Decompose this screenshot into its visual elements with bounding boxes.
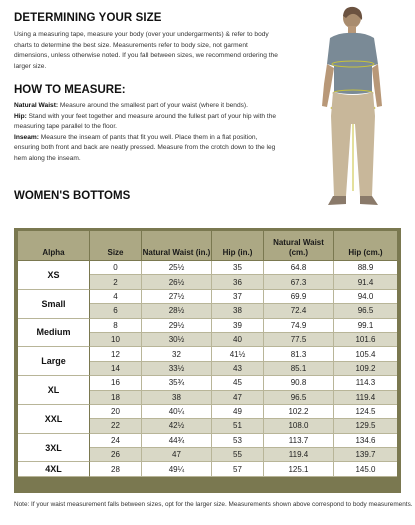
table-body: [18, 261, 397, 477]
size-cell: 18: [90, 391, 142, 405]
size-cell: 2: [90, 275, 142, 289]
waist-in-cell: 30½: [142, 333, 212, 347]
waist-in-cell: 49¼: [142, 462, 212, 476]
table-heading: WOMEN'S BOTTOMS: [14, 190, 131, 202]
hip-in-cell: 39: [212, 319, 264, 333]
waist-in-cell: 32: [142, 347, 212, 361]
measure-inseam-text: Measure the inseam of pants that fit you well. Place them in a flat position, ensuring both front and back are neatly pressed. Measure from the crotch down to the leg hem along the inseam.: [14, 133, 276, 162]
hip-in-cell: 40: [212, 333, 264, 347]
measure-instructions: [14, 101, 284, 165]
hip-in-cell: 38: [212, 304, 264, 318]
measure-hip: [14, 112, 284, 133]
hip-in-cell: 47: [212, 391, 264, 405]
col-header-size: Size: [90, 231, 142, 261]
col-header-hip-in: Hip (in.): [212, 231, 264, 261]
page-title: DETERMINING YOUR SIZE: [14, 12, 162, 24]
waist-in-cell: 35¾: [142, 376, 212, 390]
hip-cm-cell: 124.5: [334, 405, 397, 419]
hip-in-cell: 49: [212, 405, 264, 419]
size-cell: 10: [90, 333, 142, 347]
hip-cm-cell: 99.1: [334, 319, 397, 333]
waist-in-cell: 28½: [142, 304, 212, 318]
table-row: [18, 347, 397, 361]
model-figure-illustration: [300, 6, 410, 218]
waist-cm-cell: 108.0: [264, 419, 334, 433]
alpha-size-cell: Medium: [18, 319, 90, 348]
size-cell: 14: [90, 362, 142, 376]
measure-waist-term: Natural Waist:: [14, 102, 59, 109]
waist-in-cell: 42½: [142, 419, 212, 433]
hip-in-cell: 41½: [212, 347, 264, 361]
waist-cm-cell: 119.4: [264, 448, 334, 462]
size-cell: 16: [90, 376, 142, 390]
measure-hip-term: Hip:: [14, 112, 27, 120]
waist-cm-cell: 69.9: [264, 290, 334, 304]
waist-cm-cell: 96.5: [264, 391, 334, 405]
col-header-hip-cm: Hip (cm.): [334, 231, 397, 261]
hip-in-cell: 57: [212, 462, 264, 476]
table-row: [18, 462, 397, 476]
table-header-row: [18, 231, 397, 261]
table-row: [18, 319, 397, 333]
alpha-size-cell: XS: [18, 261, 90, 290]
measure-inseam-term: Inseam:: [14, 133, 39, 141]
hip-in-cell: 37: [212, 290, 264, 304]
size-cell: 12: [90, 347, 142, 361]
alpha-size-cell: Small: [18, 290, 90, 319]
size-cell: 6: [90, 304, 142, 318]
table-row: [18, 290, 397, 304]
size-cell: 26: [90, 448, 142, 462]
hip-cm-cell: 119.4: [334, 391, 397, 405]
waist-cm-cell: 64.8: [264, 261, 334, 275]
waist-in-cell: 33½: [142, 362, 212, 376]
size-cell: 28: [90, 462, 142, 476]
waist-cm-cell: 74.9: [264, 319, 334, 333]
hip-cm-cell: 109.2: [334, 362, 397, 376]
waist-cm-cell: 81.3: [264, 347, 334, 361]
col-header-waist-in: Natural Waist (in.): [142, 231, 212, 261]
hip-cm-cell: 145.0: [334, 462, 397, 476]
size-cell: 4: [90, 290, 142, 304]
hip-cm-cell: 129.5: [334, 419, 397, 433]
measure-waist: [14, 101, 284, 112]
hip-cm-cell: 94.0: [334, 290, 397, 304]
hip-in-cell: 43: [212, 362, 264, 376]
waist-in-cell: 44¾: [142, 434, 212, 448]
alpha-size-cell: 3XL: [18, 434, 90, 463]
waist-cm-cell: 85.1: [264, 362, 334, 376]
table-row: [18, 261, 397, 275]
hip-in-cell: 55: [212, 448, 264, 462]
alpha-size-cell: 4XL: [18, 462, 90, 476]
waist-cm-cell: 90.8: [264, 376, 334, 390]
hip-cm-cell: 139.7: [334, 448, 397, 462]
waist-cm-cell: 77.5: [264, 333, 334, 347]
waist-in-cell: 25½: [142, 261, 212, 275]
alpha-size-cell: Large: [18, 347, 90, 376]
how-to-measure-heading: HOW TO MEASURE:: [14, 84, 126, 96]
size-cell: 22: [90, 419, 142, 433]
hip-in-cell: 35: [212, 261, 264, 275]
waist-in-cell: 38: [142, 391, 212, 405]
hip-in-cell: 53: [212, 434, 264, 448]
size-cell: 24: [90, 434, 142, 448]
col-header-waist-cm: Natural Waist (cm.): [264, 231, 334, 261]
size-table: [18, 231, 397, 477]
waist-cm-cell: 113.7: [264, 434, 334, 448]
waist-cm-cell: 102.2: [264, 405, 334, 419]
waist-cm-cell: 67.3: [264, 275, 334, 289]
col-header-alpha: Alpha: [18, 231, 90, 261]
waist-in-cell: 40¼: [142, 405, 212, 419]
size-chart: [14, 228, 401, 493]
hip-in-cell: 51: [212, 419, 264, 433]
size-cell: 20: [90, 405, 142, 419]
hip-cm-cell: 105.4: [334, 347, 397, 361]
alpha-size-cell: XL: [18, 376, 90, 405]
measure-hip-text: Stand with your feet together and measure around the fullest part of your hip with the measuring tape parallel to the floor.: [14, 112, 277, 131]
footnote: Note: If your waist measurement falls between sizes, opt for the larger size. Measurements shown above correspond to body measurements.: [14, 501, 413, 508]
measure-inseam: [14, 133, 284, 165]
measure-waist-text: Measure around the smallest part of your waist (where it bends).: [58, 102, 248, 109]
waist-in-cell: 27½: [142, 290, 212, 304]
waist-in-cell: 47: [142, 448, 212, 462]
hip-in-cell: 36: [212, 275, 264, 289]
size-cell: 8: [90, 319, 142, 333]
table-row: [18, 405, 397, 419]
size-cell: 0: [90, 261, 142, 275]
hip-cm-cell: 96.5: [334, 304, 397, 318]
hip-cm-cell: 91.4: [334, 275, 397, 289]
waist-in-cell: 29½: [142, 319, 212, 333]
waist-cm-cell: 125.1: [264, 462, 334, 476]
waist-in-cell: 26½: [142, 275, 212, 289]
table-row: [18, 376, 397, 390]
intro-text: Using a measuring tape, measure your body (over your undergarments) & refer to body charts to determine the best size. Measurements refer to body size, not garment dimensions, unless otherwise noted. If you fall between sizes, we recommend ordering the larger size.: [14, 31, 278, 70]
hip-cm-cell: 114.3: [334, 376, 397, 390]
alpha-size-cell: XXL: [18, 405, 90, 434]
hip-cm-cell: 134.6: [334, 434, 397, 448]
waist-cm-cell: 72.4: [264, 304, 334, 318]
hip-cm-cell: 101.6: [334, 333, 397, 347]
table-row: [18, 434, 397, 448]
hip-in-cell: 45: [212, 376, 264, 390]
hip-cm-cell: 88.9: [334, 261, 397, 275]
